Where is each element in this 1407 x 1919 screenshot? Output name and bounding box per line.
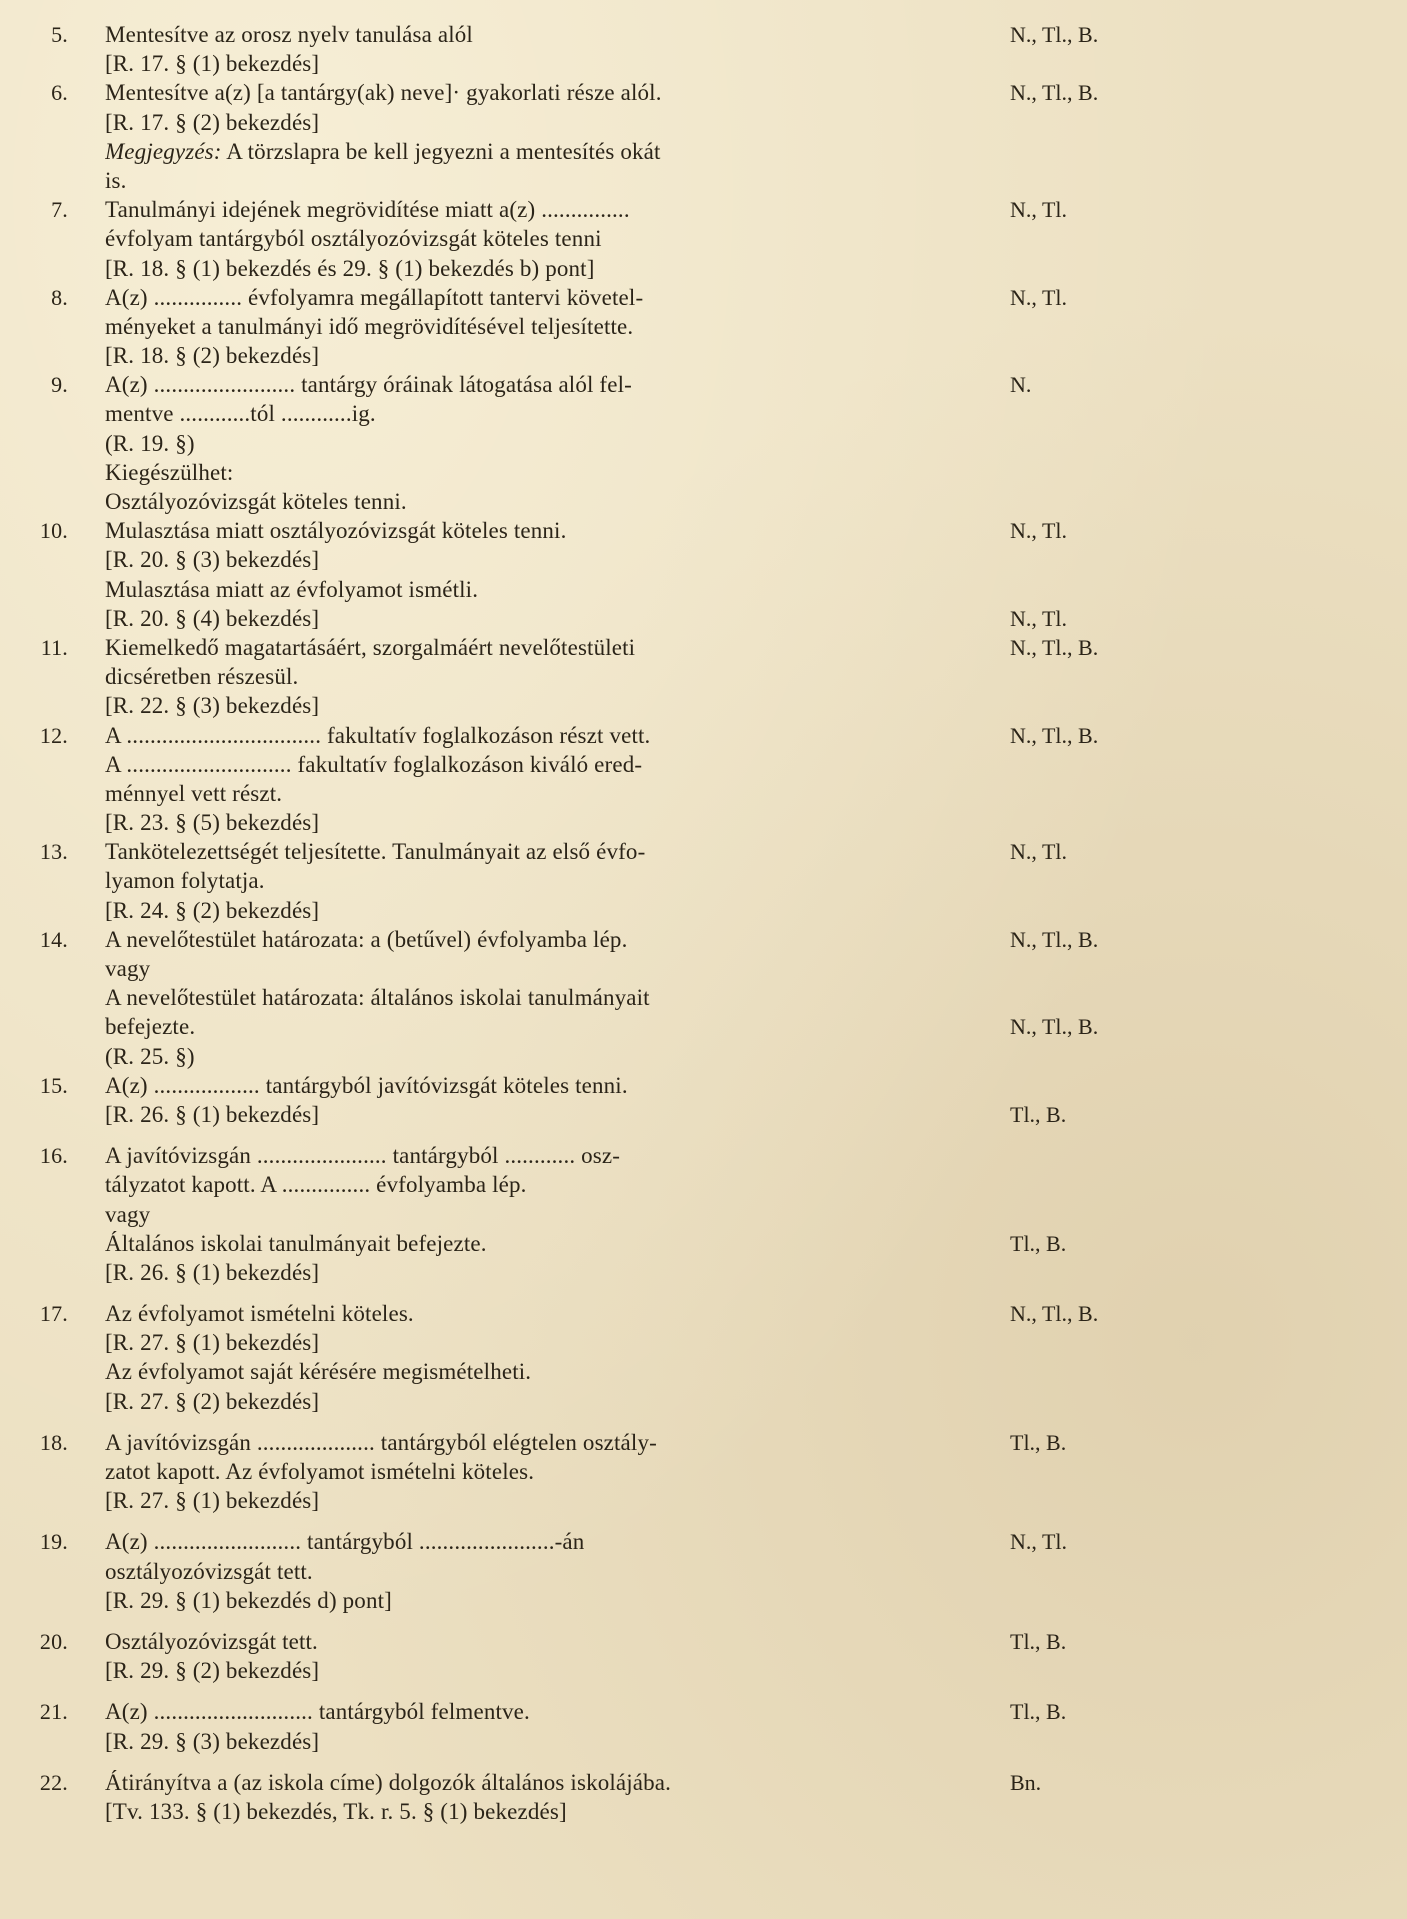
- entry-line: vagy: [105, 956, 151, 981]
- applicable-forms-code: Tl., B.: [1010, 1101, 1067, 1127]
- entry-line: A ................................. fakultatív foglalkozáson részt vett.: [105, 722, 651, 748]
- entry-line: A javítóvizsgán .................... tantárgyból elégtelen osztály-: [105, 1429, 657, 1455]
- entry-line: befejezte.: [105, 1014, 196, 1040]
- entry-line: [R. 17. § (2) bekezdés]: [105, 109, 320, 135]
- entry-line: zatot kapott. Az évfolyamot ismételni köteles.: [105, 1459, 535, 1484]
- list-item: [0, 721, 1407, 838]
- entry-text: [105, 1071, 915, 1129]
- entry-line: [R. 22. § (3) bekezdés]: [105, 693, 320, 719]
- entry-line: [R. 26. § (1) bekezdés]: [105, 1101, 320, 1127]
- entry-text: [105, 925, 915, 1071]
- entry-number: 13.: [39, 839, 68, 865]
- entry-line: Mentesítve az orosz nyelv tanulása alól: [105, 22, 473, 47]
- entry-number: 17.: [39, 1301, 68, 1327]
- applicable-forms-code: Tl., B.: [1010, 1699, 1067, 1725]
- entry-line: is.: [105, 167, 127, 193]
- entry-number: 16.: [39, 1143, 68, 1169]
- list-item: [0, 633, 1407, 721]
- entry-number: 11.: [40, 634, 68, 660]
- entry-number: 14.: [39, 926, 68, 952]
- entry-line: [R. 27. § (1) bekezdés]: [105, 1488, 320, 1514]
- entry-line: (R. 25. §): [105, 1043, 195, 1069]
- entry-line: Kiegészülhet:: [105, 459, 234, 485]
- entry-line: A nevelőtestület határozata: a (betűvel) évfolyamba lép.: [105, 926, 628, 952]
- entry-line: mentve ............tól ............ig.: [105, 401, 376, 427]
- entry-text: [105, 20, 915, 78]
- applicable-forms-code: Tl., B.: [1010, 1429, 1067, 1455]
- entry-line: [R. 29. § (2) bekezdés]: [105, 1658, 320, 1684]
- list-item: [0, 925, 1407, 1071]
- entry-text: [105, 195, 915, 283]
- entry-text: [105, 283, 915, 371]
- entry-line: [R. 29. § (3) bekezdés]: [105, 1728, 320, 1754]
- entry-line: dicséretben részesül.: [105, 664, 299, 690]
- entry-line: Mulasztása miatt osztályozóvizsgát köteles tenni.: [105, 518, 567, 544]
- entry-line: évfolyam tantárgyból osztályozóvizsgát köteles tenni: [105, 226, 602, 252]
- entry-line: [Tv. 133. § (1) bekezdés, Tk. r. 5. § (1) bekezdés]: [105, 1798, 567, 1824]
- applicable-forms-code: N., Tl., B.: [1010, 1014, 1099, 1040]
- entry-text: [105, 1299, 915, 1416]
- entry-line: A(z) ........................... tantárgyból felmentve.: [105, 1699, 530, 1725]
- entry-line: osztályozóvizsgát tett.: [105, 1558, 313, 1584]
- applicable-forms-code: N., Tl., B.: [1010, 634, 1099, 660]
- entry-line: lyamon folytatja.: [105, 868, 265, 894]
- entry-line: Osztályozóvizsgát tett.: [105, 1628, 318, 1654]
- entry-text: [105, 516, 915, 633]
- applicable-forms-code: N., Tl.: [1010, 605, 1068, 631]
- entry-text: [105, 1527, 915, 1615]
- list-item: [0, 78, 1407, 195]
- entry-line: [R. 18. § (2) bekezdés]: [105, 343, 320, 369]
- entry-line: ménnyel vett részt.: [105, 780, 283, 806]
- list-item: [0, 1527, 1407, 1615]
- entry-line: [R. 27. § (2) bekezdés]: [105, 1388, 320, 1414]
- entry-text: [105, 633, 915, 721]
- entry-number: 18.: [39, 1429, 68, 1455]
- entry-text: [105, 1697, 915, 1755]
- applicable-forms-code: N., Tl., B.: [1010, 926, 1099, 952]
- entry-line: Megjegyzés: A törzslapra be kell jegyezni a mentesítés okát: [105, 138, 661, 164]
- entry-number: 7.: [51, 197, 68, 223]
- entry-number: 19.: [39, 1529, 68, 1555]
- entry-line: tályzatot kapott. A ............... évfolyamba lép.: [105, 1172, 527, 1198]
- list-item: [0, 195, 1407, 283]
- entry-text: [105, 1627, 915, 1685]
- entry-number: 22.: [39, 1769, 68, 1795]
- entry-number: 6.: [51, 80, 68, 106]
- list-item: [0, 1627, 1407, 1685]
- entry-line: Mulasztása miatt az évfolyamot ismétli.: [105, 576, 479, 602]
- entry-line: [R. 20. § (4) bekezdés]: [105, 605, 320, 631]
- entry-line: [R. 29. § (1) bekezdés d) pont]: [105, 1587, 392, 1613]
- list-item: [0, 1071, 1407, 1129]
- entry-line: Tankötelezettségét teljesítette. Tanulmányait az első évfo-: [105, 839, 646, 865]
- applicable-forms-code: N., Tl., B.: [1010, 722, 1099, 748]
- list-item: [0, 1299, 1407, 1416]
- list-item: [0, 370, 1407, 516]
- entry-number: 21.: [39, 1699, 68, 1725]
- entry-line: [R. 24. § (2) bekezdés]: [105, 897, 320, 923]
- entry-line: Az évfolyamot saját kérésére megismételheti.: [105, 1359, 532, 1385]
- list-item: [0, 1428, 1407, 1516]
- applicable-forms-code: Tl., B.: [1010, 1628, 1067, 1654]
- list-item: [0, 20, 1407, 78]
- applicable-forms-code: N., Tl., B.: [1010, 80, 1099, 106]
- entry-text: [105, 1141, 915, 1287]
- entry-number: 10.: [39, 518, 68, 544]
- entry-line: Az évfolyamot ismételni köteles.: [105, 1301, 414, 1327]
- list-item: [0, 516, 1407, 633]
- entry-number: 8.: [51, 284, 68, 310]
- entry-text: [105, 837, 915, 925]
- entry-line: [R. 26. § (1) bekezdés]: [105, 1259, 320, 1285]
- entry-line: [R. 18. § (1) bekezdés és 29. § (1) bekezdés b) pont]: [105, 255, 595, 281]
- entry-list: [0, 20, 1407, 1826]
- entry-line: (R. 19. §): [105, 430, 195, 456]
- list-item: [0, 1768, 1407, 1826]
- applicable-forms-code: N.: [1010, 372, 1032, 398]
- entry-line: [R. 27. § (1) bekezdés]: [105, 1330, 320, 1356]
- list-item: [0, 1141, 1407, 1287]
- entry-number: 5.: [51, 22, 68, 47]
- entry-number: 9.: [51, 372, 68, 398]
- applicable-forms-code: N., Tl.: [1010, 1529, 1068, 1555]
- applicable-forms-code: N., Tl.: [1010, 518, 1068, 544]
- entry-number: 12.: [39, 722, 68, 748]
- entry-line: [R. 17. § (1) bekezdés]: [105, 51, 320, 77]
- applicable-forms-code: N., Tl., B.: [1010, 22, 1099, 47]
- list-item: [0, 837, 1407, 925]
- entry-line: ményeket a tanulmányi idő megrövidítésével teljesítette.: [105, 313, 634, 339]
- list-item: [0, 283, 1407, 371]
- entry-line: A(z) ............... évfolyamra megállapított tantervi követel-: [105, 284, 644, 310]
- list-item: [0, 1697, 1407, 1755]
- entry-line: A(z) .................. tantárgyból javítóvizsgát köteles tenni.: [105, 1072, 628, 1098]
- entry-line: A ............................ fakultatív foglalkozáson kiváló ered-: [105, 751, 643, 777]
- applicable-forms-code: N., Tl.: [1010, 197, 1068, 223]
- entry-line: [R. 23. § (5) bekezdés]: [105, 810, 320, 836]
- entry-text: [105, 370, 915, 516]
- applicable-forms-code: Bn.: [1010, 1769, 1042, 1795]
- entry-line: Átirányítva a (az iskola címe) dolgozók általános iskolájába.: [105, 1769, 672, 1795]
- entry-number: 20.: [39, 1628, 68, 1654]
- applicable-forms-code: Tl., B.: [1010, 1230, 1067, 1256]
- entry-number: 15.: [39, 1072, 68, 1098]
- entry-line: Mentesítve a(z) [a tantárgy(ak) neve]· gyakorlati része alól.: [105, 80, 662, 106]
- entry-text: [105, 1768, 915, 1826]
- entry-text: [105, 1428, 915, 1516]
- entry-line: A nevelőtestület határozata: általános iskolai tanulmányait: [105, 985, 650, 1011]
- applicable-forms-code: N., Tl.: [1010, 284, 1068, 310]
- entry-line: Tanulmányi idejének megrövidítése miatt a(z) ...............: [105, 197, 630, 223]
- entry-line: A javítóvizsgán ...................... tantárgyból ............ osz-: [105, 1143, 621, 1169]
- applicable-forms-code: N., Tl., B.: [1010, 1301, 1099, 1327]
- entry-text: [105, 78, 915, 195]
- entry-line: A(z) ........................ tantárgy óráinak látogatása alól fel-: [105, 372, 632, 398]
- entry-line: A(z) ......................... tantárgyból .......................-án: [105, 1529, 585, 1555]
- entry-line: Osztályozóvizsgát köteles tenni.: [105, 489, 407, 514]
- entry-line: Általános iskolai tanulmányait befejezte.: [105, 1230, 487, 1256]
- entry-line: vagy: [105, 1201, 151, 1227]
- applicable-forms-code: N., Tl.: [1010, 839, 1068, 865]
- entry-line: Kiemelkedő magatartásáért, szorgalmáért nevelőtestületi: [105, 634, 636, 660]
- entry-line: [R. 20. § (3) bekezdés]: [105, 547, 320, 573]
- entry-text: [105, 721, 915, 838]
